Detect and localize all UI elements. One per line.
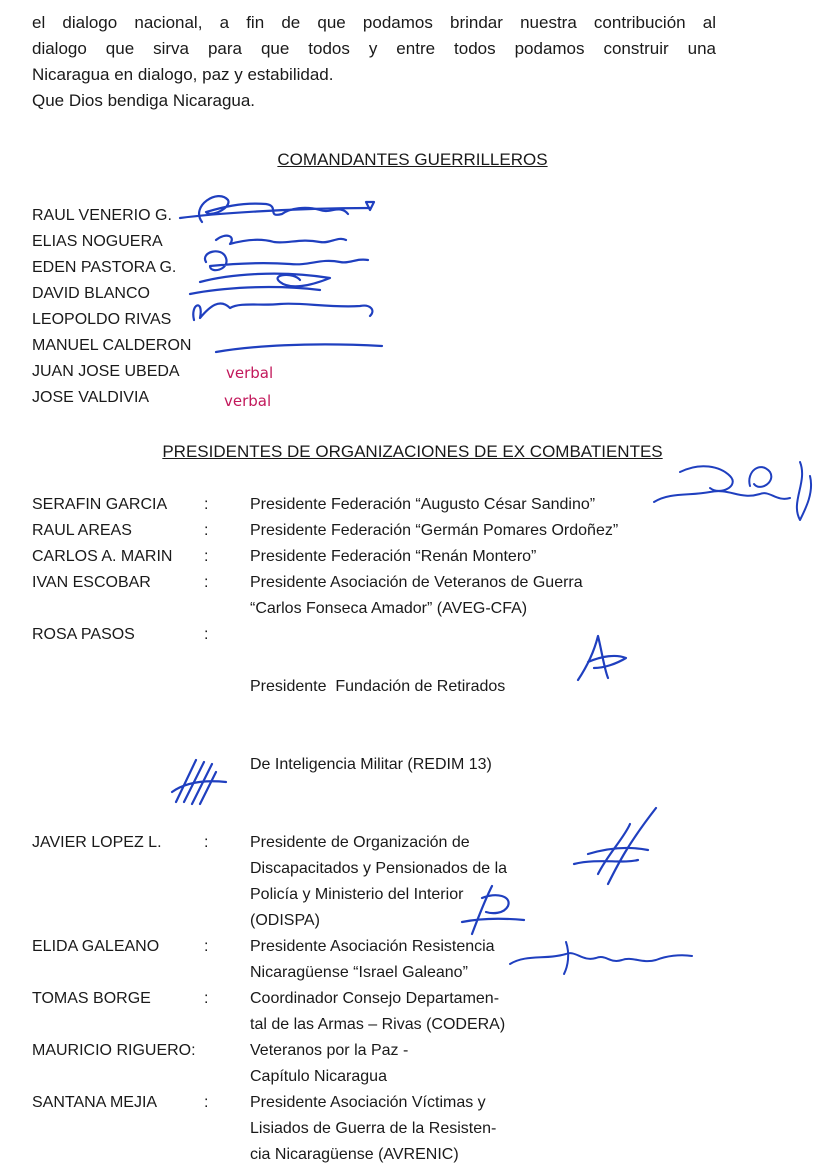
president-title: [250, 544, 590, 570]
row-colon: :: [204, 990, 209, 1007]
president-row: [32, 934, 812, 986]
intro-line: Nicaragua en dialogo, paz y estabilidad.: [32, 65, 334, 84]
title-line: Presidente Asociación Víctimas y: [250, 1094, 486, 1111]
commander-name: ELIAS NOGUERA: [32, 233, 163, 250]
president-name: ELIDA GALEANO: [32, 938, 160, 955]
title-line: Coordinador Consejo Departamen-: [250, 990, 500, 1007]
president-title: [250, 518, 770, 544]
commanders-list: [32, 203, 191, 411]
title-line: Presidente de Organización de: [250, 834, 470, 851]
president-title: [250, 830, 590, 934]
commander-signatures: [170, 178, 410, 358]
title-line: tal de las Armas – Rivas (CODERA): [250, 1016, 506, 1033]
commander-name: JUAN JOSE UBEDA: [32, 363, 180, 380]
title-line: Presidente Asociación Resistencia: [250, 938, 495, 955]
president-title: [250, 934, 590, 986]
president-row: [32, 830, 812, 934]
president-row: [32, 544, 812, 570]
president-row: [32, 570, 812, 622]
title-line: Presidente Asociación de Veteranos de Guerra: [250, 574, 583, 591]
president-title: [250, 1038, 590, 1090]
president-name: JAVIER LOPEZ L.: [32, 834, 162, 851]
title-line: “Carlos Fonseca Amador” (AVEG-CFA): [250, 600, 528, 617]
row-colon: :: [204, 1094, 209, 1111]
president-name: RAUL AREAS: [32, 522, 132, 539]
president-title: [250, 986, 590, 1038]
title-line: De Inteligencia Militar (REDIM 13): [250, 756, 492, 773]
president-title: [250, 1090, 590, 1168]
title-line: Presidente Federación “Germán Pomares Ordoñez”: [250, 522, 619, 539]
president-name: SERAFIN GARCIA: [32, 496, 168, 513]
title-line: Presidente Federación “Renán Montero”: [250, 548, 537, 565]
president-name: ROSA PASOS: [32, 626, 135, 643]
president-row: [32, 492, 812, 518]
presidents-list: [32, 492, 812, 1168]
president-name: IVAN ESCOBAR: [32, 574, 151, 591]
title-line: Presidente Federación “Augusto César Sandino”: [250, 496, 596, 513]
commander-name: DAVID BLANCO: [32, 285, 150, 302]
row-colon: :: [204, 938, 209, 955]
row-colon: [204, 1038, 250, 1090]
handwritten-verbal: verbal: [224, 392, 272, 410]
title-line: Veteranos por la Paz -: [250, 1042, 409, 1059]
title-line: Lisiados de Guerra de la Resisten-: [250, 1120, 497, 1137]
title-line: cia Nicaragüense (AVRENIC): [250, 1146, 459, 1163]
president-row: [32, 1090, 812, 1168]
intro-line: dialogo que sirva para que todos y entre todos podamos construir una: [32, 39, 716, 58]
president-title: [250, 492, 770, 518]
title-line: Presidente Fundación de Retirados: [250, 678, 506, 695]
handwritten-verbal-notes: [214, 356, 324, 414]
president-name: CARLOS A. MARIN: [32, 548, 173, 565]
president-row: [32, 986, 812, 1038]
row-colon: :: [204, 574, 209, 591]
intro-line: el dialogo nacional, a fin de que podamos brindar nuestra contribución al: [32, 13, 716, 32]
president-name: SANTANA MEJIA: [32, 1094, 158, 1111]
commander-name: LEOPOLDO RIVAS: [32, 311, 172, 328]
commander-name: EDEN PASTORA G.: [32, 259, 177, 276]
intro-line: Que Dios bendiga Nicaragua.: [32, 91, 256, 110]
president-row: [32, 518, 812, 544]
row-colon: :: [204, 834, 209, 851]
intro-paragraph: [32, 10, 716, 114]
row-colon: :: [204, 522, 209, 539]
commander-name: RAUL VENERIO G.: [32, 207, 172, 224]
presidents-heading: PRESIDENTES DE ORGANIZACIONES DE EX COMBATIENTES: [162, 442, 663, 461]
commander-name: JOSE VALDIVIA: [32, 389, 150, 406]
president-name: MAURICIO RIGUERO:: [32, 1042, 196, 1059]
commander-name: MANUEL CALDERON: [32, 337, 192, 354]
handwritten-verbal: verbal: [226, 364, 274, 382]
president-title: [250, 622, 590, 830]
title-line: (ODISPA): [250, 912, 320, 929]
president-row: [32, 622, 812, 830]
commanders-heading: COMANDANTES GUERRILLEROS: [277, 150, 548, 169]
president-row: [32, 1038, 812, 1090]
president-name: TOMAS BORGE: [32, 990, 151, 1007]
row-colon: :: [204, 496, 209, 513]
title-line: Policía y Ministerio del Interior: [250, 886, 464, 903]
title-line: Discapacitados y Pensionados de la: [250, 860, 508, 877]
title-line: Nicaragüense “Israel Galeano”: [250, 964, 468, 981]
president-title: [250, 570, 670, 622]
title-line: Capítulo Nicaragua: [250, 1068, 387, 1085]
row-colon: :: [204, 626, 209, 643]
row-colon: :: [204, 548, 209, 565]
